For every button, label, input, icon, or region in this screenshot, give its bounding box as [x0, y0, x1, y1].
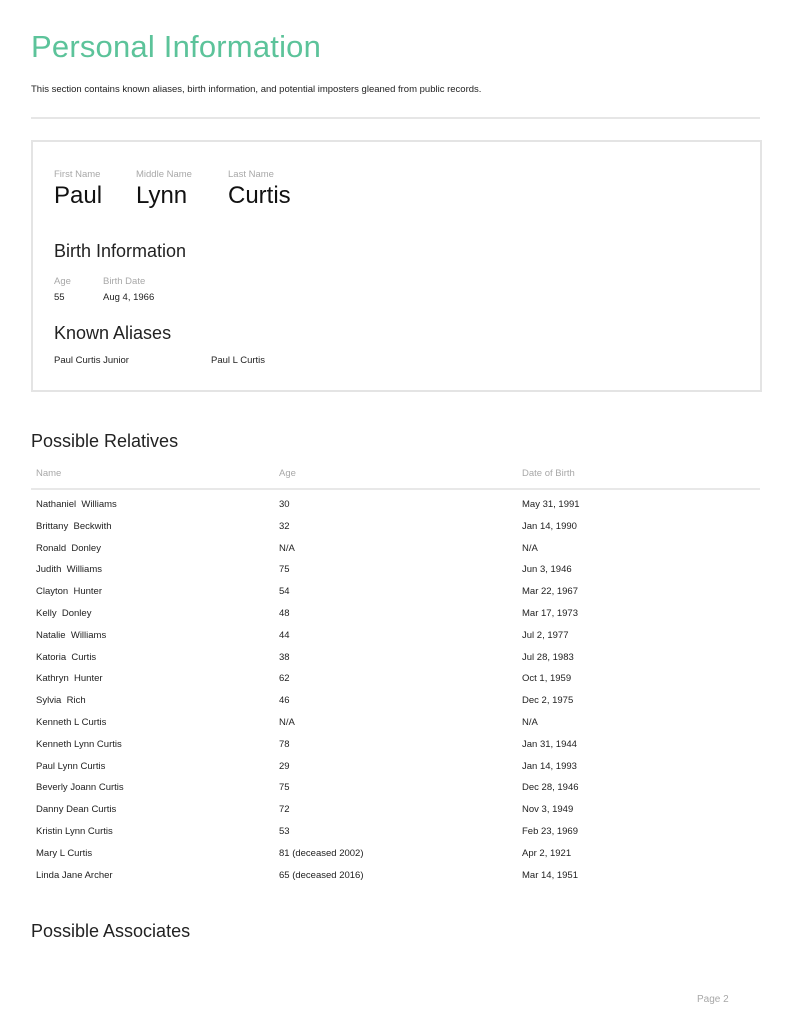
relative-age: 75	[279, 564, 290, 576]
table-row	[31, 820, 760, 842]
relative-age: 54	[279, 586, 290, 598]
table-row	[31, 755, 760, 777]
relative-age: 62	[279, 673, 290, 685]
first-name-value: Paul	[54, 182, 103, 209]
relatives-table	[31, 466, 760, 885]
relative-age: 78	[279, 738, 290, 750]
relative-dob: Jan 14, 1993	[522, 760, 577, 772]
relative-dob: May 31, 1991	[522, 499, 580, 510]
relative-name: Danny Dean Curtis	[36, 804, 117, 816]
relatives-table-body	[31, 490, 760, 885]
birth-date-label: Birth Date	[103, 276, 146, 287]
column-header-date-of-birth: Date of Birth	[522, 468, 575, 479]
relative-name: Ronald Donley	[36, 542, 101, 554]
table-row	[31, 667, 760, 689]
relative-dob: Feb 23, 1969	[522, 825, 578, 837]
relative-dob: Jan 31, 1944	[522, 738, 577, 750]
relative-name: Brittany Beckwith	[36, 520, 112, 532]
table-row	[31, 558, 760, 580]
relative-name: Judith Williams	[36, 564, 102, 576]
relative-name: Linda Jane Archer	[36, 869, 113, 881]
relative-age: 38	[279, 651, 290, 663]
relative-dob: Oct 1, 1959	[522, 673, 572, 685]
relative-name: Mary L Curtis	[36, 847, 93, 859]
relative-age: 44	[279, 629, 290, 641]
age-label: Age	[54, 276, 71, 287]
table-row	[31, 842, 760, 864]
associates-heading: Possible Associates	[31, 921, 191, 941]
personal-info-card	[31, 140, 762, 392]
relative-name: Clayton Hunter	[36, 586, 103, 598]
relative-age: 32	[279, 520, 290, 532]
first-name-field	[54, 169, 102, 210]
relative-name: Nathaniel Williams	[36, 499, 117, 510]
relative-age: 53	[279, 825, 290, 837]
relative-dob: Dec 28, 1946	[522, 782, 579, 794]
relatives-heading: Possible Relatives	[31, 431, 179, 451]
relative-age: 72	[279, 804, 290, 816]
relative-age: 65 (deceased 2016)	[279, 869, 364, 881]
table-row	[31, 646, 760, 668]
table-row	[31, 733, 760, 755]
table-row	[31, 493, 760, 515]
relative-dob: Jul 28, 1983	[522, 651, 574, 663]
relative-dob: Nov 3, 1949	[522, 804, 574, 816]
last-name-field	[228, 169, 291, 210]
column-header-age: Age	[279, 468, 296, 479]
birth-date-value: Aug 4, 1966	[103, 292, 155, 303]
table-row	[31, 580, 760, 602]
table-row	[31, 798, 760, 820]
relative-name: Kenneth L Curtis	[36, 716, 107, 728]
alias-item: Paul L Curtis	[211, 355, 266, 366]
relative-dob: Apr 2, 1921	[522, 847, 572, 859]
table-row	[31, 689, 760, 711]
page-title: Personal Information	[31, 29, 322, 64]
table-row	[31, 515, 760, 537]
relative-name: Sylvia Rich	[36, 695, 86, 707]
relative-dob: Jul 2, 1977	[522, 629, 569, 641]
relative-name: Kenneth Lynn Curtis	[36, 738, 122, 750]
table-row	[31, 602, 760, 624]
relative-dob: N/A	[522, 716, 538, 728]
last-name-label: Last Name	[228, 169, 274, 180]
relative-dob: Jun 3, 1946	[522, 564, 572, 576]
known-aliases-heading: Known Aliases	[54, 323, 172, 343]
relative-name: Beverly Joann Curtis	[36, 782, 124, 794]
relative-name: Paul Lynn Curtis	[36, 760, 106, 772]
relative-name: Kathryn Hunter	[36, 673, 103, 685]
relative-age: N/A	[279, 716, 295, 728]
relative-dob: N/A	[522, 542, 538, 554]
relative-name: Natalie Williams	[36, 629, 107, 641]
section-divider	[31, 117, 760, 119]
first-name-label: First Name	[54, 169, 101, 180]
relative-dob: Mar 17, 1973	[522, 607, 578, 619]
relative-dob: Dec 2, 1975	[522, 695, 574, 707]
age-field	[54, 276, 71, 303]
birth-date-field	[103, 276, 154, 303]
alias-item: Paul Curtis Junior	[54, 355, 129, 366]
table-row	[31, 776, 760, 798]
relative-age: 48	[279, 607, 290, 619]
relative-name: Katoria Curtis	[36, 651, 97, 663]
table-row	[31, 537, 760, 559]
relative-dob: Jan 14, 1990	[522, 520, 577, 532]
birth-info-heading: Birth Information	[54, 241, 187, 261]
age-value: 55	[54, 292, 65, 303]
last-name-value: Curtis	[228, 182, 291, 209]
relative-age: 29	[279, 760, 290, 772]
relative-name: Kelly Donley	[36, 607, 92, 619]
relative-age: 46	[279, 695, 290, 707]
middle-name-field	[136, 169, 192, 210]
relative-dob: Mar 14, 1951	[522, 869, 578, 881]
relative-age: N/A	[279, 542, 295, 554]
table-row	[31, 624, 760, 646]
relative-name: Kristin Lynn Curtis	[36, 825, 113, 837]
relatives-table-header	[31, 466, 760, 490]
relative-age: 81 (deceased 2002)	[279, 847, 364, 859]
middle-name-label: Middle Name	[136, 169, 192, 180]
table-row	[31, 711, 760, 733]
relative-dob: Mar 22, 1967	[522, 586, 578, 598]
page-number: Page 2	[697, 994, 729, 1005]
middle-name-value: Lynn	[136, 182, 188, 209]
relative-age: 30	[279, 499, 290, 510]
relative-age: 75	[279, 782, 290, 794]
table-row	[31, 864, 760, 886]
column-header-name: Name	[36, 468, 62, 479]
page-intro: This section contains known aliases, birth information, and potential imposters gleaned from public records.	[31, 84, 482, 95]
